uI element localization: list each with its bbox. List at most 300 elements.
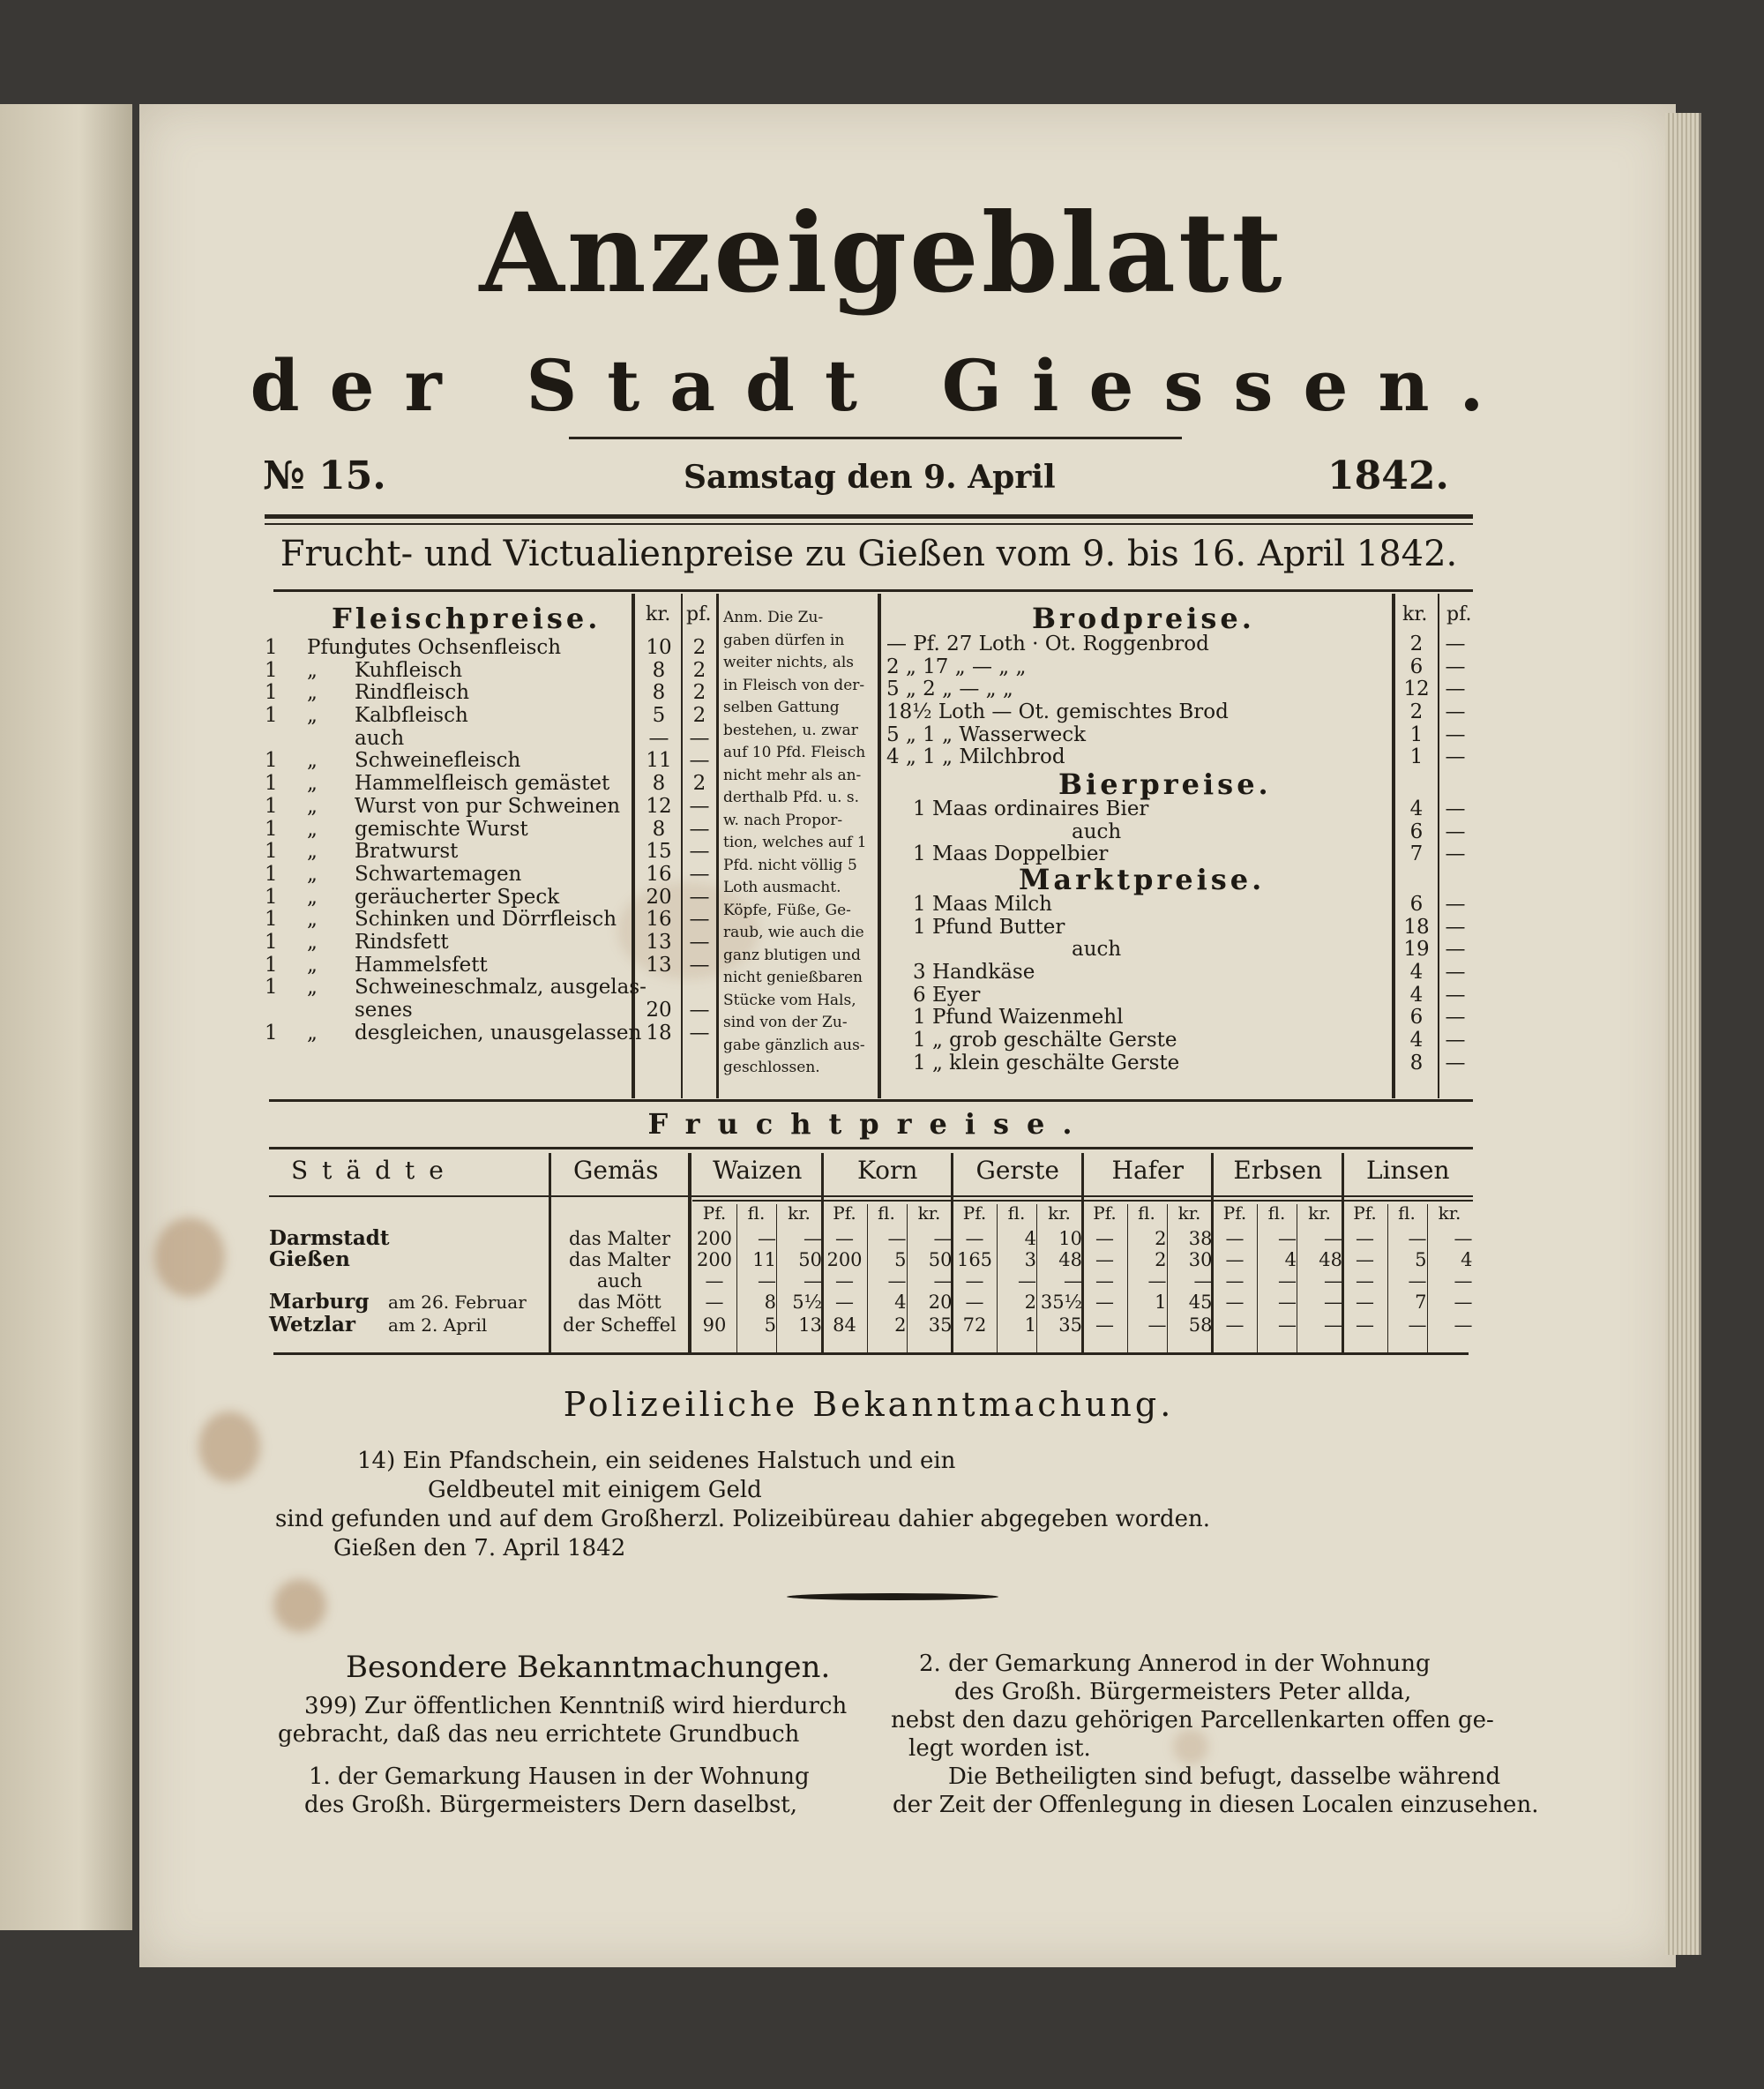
fleisch-unit: „ xyxy=(307,704,318,728)
bier-table xyxy=(913,798,1389,866)
frucht-value: — xyxy=(1095,1292,1114,1313)
frucht-value: — xyxy=(1324,1314,1342,1336)
fleisch-item: Schinken und Dörrfleisch xyxy=(355,908,617,932)
fleisch-note-line: Pfd. nicht völlig 5 xyxy=(723,856,857,874)
fleisch-pf: — xyxy=(689,909,710,932)
frucht-value: — xyxy=(1225,1314,1245,1336)
brod-row: 5 „ 1 „ Wasserweck xyxy=(886,723,1087,746)
besondere-left-1: 399) Zur öffentlichen Kenntniß wird hierdurch xyxy=(304,1693,848,1719)
markt-pf: — xyxy=(1445,984,1466,1007)
frucht-value: — xyxy=(1356,1249,1374,1270)
fleisch-note-line: raub, wie auch die xyxy=(723,924,864,941)
title-rule xyxy=(569,437,1182,439)
fleisch-note-line: Stücke vom Hals, xyxy=(723,991,856,1009)
fleisch-note-line: Köpfe, Füße, Ge- xyxy=(723,901,851,919)
frucht-value: — xyxy=(1454,1228,1473,1249)
fleisch-pf: — xyxy=(689,750,710,773)
brod-pf: — xyxy=(1445,655,1466,678)
bier-kr: 7 xyxy=(1409,843,1424,866)
frucht-staedte-header: Städte xyxy=(291,1156,458,1185)
frucht-value: — xyxy=(1095,1270,1114,1292)
fleisch-qty: 1 xyxy=(265,658,278,682)
frucht-value: 90 xyxy=(702,1314,727,1336)
fleisch-row xyxy=(265,682,628,705)
fleisch-item: Bratwurst xyxy=(355,840,459,864)
frucht-sub-header: fl. xyxy=(1398,1202,1416,1224)
fleisch-kr: 8 xyxy=(652,773,666,796)
frucht-value: — xyxy=(1095,1228,1114,1249)
frucht-value: — xyxy=(1278,1228,1297,1249)
fleisch-kr: 8 xyxy=(652,659,666,682)
fleisch-unit: „ xyxy=(307,681,318,705)
frucht-value: 2 xyxy=(894,1314,907,1336)
masthead-title: Anzeigeblatt xyxy=(479,190,1285,318)
fleisch-qty: 1 xyxy=(265,636,278,659)
frucht-value: 1 xyxy=(1024,1314,1036,1336)
frucht-value: — xyxy=(804,1270,822,1292)
frucht-value: — xyxy=(965,1228,984,1249)
markt-row: 6 Eyer xyxy=(913,984,981,1007)
bier-row: 1 Maas ordinaires Bier xyxy=(913,798,1149,820)
frucht-value: — xyxy=(1147,1314,1167,1336)
fleisch-unit: „ xyxy=(307,749,318,773)
fleisch-note-line: gabe gänzlich aus- xyxy=(723,1036,865,1054)
fleisch-unit: „ xyxy=(307,908,318,932)
brod-kr: 1 xyxy=(1409,723,1424,746)
frucht-value: 8 xyxy=(764,1292,776,1313)
frucht-city: Gießen xyxy=(269,1247,350,1271)
fleisch-qty: 1 xyxy=(265,704,278,728)
frucht-value: 30 xyxy=(1188,1249,1213,1270)
markt-title: Marktpreise. xyxy=(1019,863,1266,896)
frucht-value: — xyxy=(1408,1314,1427,1336)
markt-pf: — xyxy=(1445,1030,1466,1052)
bier-pf-column xyxy=(1439,798,1471,866)
fleisch-title: Fleischpreise. xyxy=(332,602,602,635)
fleisch-note-line: tion, welches auf 1 xyxy=(723,834,867,851)
fleisch-row xyxy=(265,819,628,842)
fleisch-unit: Pfund xyxy=(307,636,368,659)
brod-table xyxy=(886,633,1389,769)
frucht-value: 48 xyxy=(1058,1249,1082,1270)
bier-kr: 4 xyxy=(1409,798,1424,820)
fleisch-qty: 1 xyxy=(265,794,278,818)
fleisch-qty: 1 xyxy=(265,885,278,909)
fleisch-item: Schwartemagen xyxy=(355,862,522,886)
polizei-line-3: sind gefunden und auf dem Großherzl. Polizeibüreau dahier abgegeben worden. xyxy=(275,1506,1211,1532)
frucht-value: 11 xyxy=(752,1249,776,1270)
fleisch-row xyxy=(265,660,628,683)
brod-pf: — xyxy=(1445,678,1466,701)
frucht-value: 35 xyxy=(1058,1314,1082,1336)
markt-row: auch xyxy=(1072,939,1122,962)
frucht-value: 50 xyxy=(928,1249,953,1270)
brod-row: 2 „ 17 „ — „ „ xyxy=(886,655,1027,678)
fleisch-kr: 13 xyxy=(646,931,672,954)
frucht-value: 5 xyxy=(764,1314,776,1336)
frucht-value: — xyxy=(1095,1249,1114,1270)
bier-row: auch xyxy=(1072,820,1122,843)
fleisch-unit: „ xyxy=(307,953,318,977)
fleisch-kr: 16 xyxy=(646,863,672,886)
brod-pf: — xyxy=(1445,746,1466,769)
fleisch-qty: 1 xyxy=(265,1021,278,1044)
frucht-value: 48 xyxy=(1319,1249,1342,1270)
fleisch-kr: 10 xyxy=(646,637,672,659)
fleisch-note xyxy=(723,607,875,1080)
frucht-value: 35½ xyxy=(1040,1292,1082,1313)
fleisch-item: Schweinefleisch xyxy=(355,749,521,773)
frucht-sub-header: fl. xyxy=(1138,1202,1155,1224)
frucht-value: 4 xyxy=(1461,1249,1473,1270)
brod-pf-column xyxy=(1439,633,1471,769)
fleisch-kr: 13 xyxy=(646,954,672,977)
fleisch-item: Wurst von pur Schweinen xyxy=(355,794,621,818)
frucht-value: — xyxy=(933,1270,953,1292)
bier-pf: — xyxy=(1445,798,1466,820)
frucht-value: — xyxy=(1408,1270,1427,1292)
frucht-value: — xyxy=(1225,1292,1245,1313)
fleisch-pf: — xyxy=(689,863,710,886)
headline-rule xyxy=(273,589,1473,592)
frucht-sub-header: fl. xyxy=(1007,1202,1026,1224)
frucht-value: 4 xyxy=(1024,1228,1036,1249)
brod-kr: 2 xyxy=(1409,701,1424,724)
markt-kr: 8 xyxy=(1409,1052,1424,1074)
frucht-measure: der Scheffel xyxy=(563,1314,676,1336)
frucht-measure: das Malter xyxy=(568,1249,671,1270)
markt-row: 1 Maas Milch xyxy=(913,894,1052,916)
brod-kr: 1 xyxy=(1409,746,1424,769)
fleisch-pf: 2 xyxy=(692,682,706,705)
fleisch-qty: 1 xyxy=(265,862,278,886)
stain xyxy=(1173,1729,1208,1764)
bier-kr-column xyxy=(1395,798,1438,866)
tables-bottom-rule xyxy=(269,1099,1473,1102)
frucht-value: 200 xyxy=(826,1249,863,1270)
besondere-left-4: des Großh. Bürgermeisters Dern daselbst, xyxy=(304,1792,797,1818)
frucht-value: — xyxy=(1324,1292,1342,1313)
frucht-grain-header: Hafer xyxy=(1111,1156,1184,1185)
brod-row: 4 „ 1 „ Milchbrod xyxy=(886,746,1065,769)
brod-pf: — xyxy=(1445,701,1466,724)
frucht-value: — xyxy=(887,1228,907,1249)
brod-kr: 6 xyxy=(1409,655,1424,678)
frucht-value: 20 xyxy=(928,1292,953,1313)
frucht-value: — xyxy=(887,1270,907,1292)
fleisch-kr: 5 xyxy=(652,705,666,728)
frucht-value: 1 xyxy=(1155,1292,1167,1313)
frucht-value: 72 xyxy=(962,1314,987,1336)
fleisch-note-line: bestehen, u. zwar xyxy=(723,721,858,739)
frucht-sub-header: Pf. xyxy=(833,1202,856,1224)
frucht-value: — xyxy=(1225,1228,1245,1249)
frucht-value: 50 xyxy=(798,1249,822,1270)
markt-row: 3 Handkäse xyxy=(913,962,1035,985)
fleisch-item: Schweineschmalz, ausgelas- xyxy=(355,976,647,1000)
fleisch-note-line: weiter nichts, als xyxy=(723,654,854,671)
masthead-subtitle: der Stadt Giessen. xyxy=(250,344,1514,427)
frucht-measure: das Malter xyxy=(568,1228,671,1249)
fleisch-kr: 20 xyxy=(646,1000,672,1022)
fleisch-row xyxy=(265,705,628,728)
fleisch-note-line: w. nach Propor- xyxy=(723,811,843,829)
fleisch-pf: 2 xyxy=(692,637,706,659)
frucht-value: 165 xyxy=(956,1249,993,1270)
fleisch-note-line: nicht genießbaren xyxy=(723,969,863,986)
frucht-value: 84 xyxy=(833,1314,856,1336)
issue-year: 1842. xyxy=(1327,453,1449,498)
fleisch-kr: 15 xyxy=(646,841,672,864)
frucht-sub-header: kr. xyxy=(1048,1202,1071,1224)
frucht-value: 2 xyxy=(1155,1228,1167,1249)
fleisch-row xyxy=(265,887,628,910)
fleisch-item: geräucherter Speck xyxy=(355,885,560,909)
frucht-value: — xyxy=(1225,1249,1245,1270)
markt-kr-column xyxy=(1395,894,1438,1075)
fleisch-row xyxy=(265,976,647,1000)
frucht-value: — xyxy=(1454,1292,1473,1313)
fleisch-kr-header: kr. xyxy=(646,603,671,625)
divider xyxy=(878,594,881,1098)
frucht-value: — xyxy=(1064,1270,1082,1292)
frucht-sub-header: Pf. xyxy=(702,1202,727,1224)
frucht-value: 2 xyxy=(1155,1249,1167,1270)
frucht-value: — xyxy=(1408,1228,1427,1249)
frucht-value: — xyxy=(1454,1314,1473,1336)
markt-row: 1 Pfund Butter xyxy=(913,916,1065,939)
frucht-gemaess-header: Gemäs xyxy=(573,1156,659,1185)
markt-row: 1 Pfund Waizenmehl xyxy=(913,1007,1124,1030)
fleisch-item: Kuhfleisch xyxy=(355,658,463,682)
frucht-grain-header: Waizen xyxy=(713,1156,803,1185)
frucht-value: — xyxy=(1356,1228,1374,1249)
fleisch-unit: „ xyxy=(307,1021,318,1044)
fleisch-item: desgleichen, unausgelassen xyxy=(355,1021,642,1044)
fleisch-unit: „ xyxy=(307,658,318,682)
fleisch-note-line: derthalb Pfd. u. s. xyxy=(723,789,860,806)
frucht-bottom-rule xyxy=(273,1352,1469,1355)
divider xyxy=(688,1153,691,1354)
frucht-value: 45 xyxy=(1188,1292,1213,1313)
fleisch-unit: „ xyxy=(307,817,318,841)
fleisch-unit: „ xyxy=(307,772,318,796)
fleisch-note-line: sind von der Zu- xyxy=(723,1014,848,1031)
frucht-value: 38 xyxy=(1188,1228,1213,1249)
frucht-value: 13 xyxy=(798,1314,822,1336)
frucht-sub-header: kr. xyxy=(1177,1202,1201,1224)
fleisch-row xyxy=(265,637,628,660)
markt-row: 1 „ klein geschälte Gerste xyxy=(913,1052,1180,1074)
frucht-value: 200 xyxy=(696,1249,733,1270)
frucht-value: — xyxy=(705,1292,724,1313)
fleisch-pf: — xyxy=(689,954,710,977)
besondere-right-6: der Zeit der Offenlegung in diesen Localen einzusehen. xyxy=(893,1792,1539,1818)
frucht-sub-header: Pf. xyxy=(1222,1202,1247,1224)
fleisch-row xyxy=(265,955,628,977)
frucht-sub-header: Pf. xyxy=(962,1202,987,1224)
frucht-value: — xyxy=(965,1270,984,1292)
brod-kr: 2 xyxy=(1409,633,1424,655)
fleisch-unit: „ xyxy=(307,885,318,909)
besondere-title: Besondere Bekanntmachungen. xyxy=(346,1650,831,1685)
fleisch-pf: — xyxy=(689,1000,710,1022)
fleisch-qty: 1 xyxy=(265,930,278,954)
frucht-sub-header: Pf. xyxy=(1353,1202,1377,1224)
fleisch-unit: „ xyxy=(307,862,318,886)
fleisch-note-line: auf 10 Pfd. Fleisch xyxy=(723,744,866,761)
markt-kr: 4 xyxy=(1409,1030,1424,1052)
besondere-left-3: 1. der Gemarkung Hausen in der Wohnung xyxy=(309,1763,810,1790)
fleisch-kr-column xyxy=(637,637,681,1044)
brod-pf: — xyxy=(1445,723,1466,746)
frucht-value: — xyxy=(1278,1270,1297,1292)
fleisch-row xyxy=(265,796,628,819)
frucht-header-rule xyxy=(269,1195,1473,1197)
frucht-value: — xyxy=(1193,1270,1213,1292)
frucht-value: — xyxy=(835,1228,854,1249)
besondere-right-1: 2. der Gemarkung Annerod in der Wohnung xyxy=(919,1651,1431,1677)
polizei-title: Polizeiliche Bekanntmachung. xyxy=(563,1385,1175,1424)
stain xyxy=(154,1217,225,1297)
besondere-right-3: nebst den dazu gehörigen Parcellenkarten offen ge- xyxy=(891,1707,1494,1733)
issue-date: Samstag den 9. April xyxy=(684,459,1056,496)
fleisch-item: Rindfleisch xyxy=(355,681,470,705)
frucht-value: — xyxy=(1324,1270,1342,1292)
markt-pf: — xyxy=(1445,939,1466,962)
markt-kr: 6 xyxy=(1409,1007,1424,1030)
fleisch-pf xyxy=(684,977,715,1000)
fleisch-qty: 1 xyxy=(265,840,278,864)
fleisch-note-line: gaben dürfen in xyxy=(723,631,845,649)
frucht-grain-header: Gerste xyxy=(975,1156,1059,1185)
fleisch-qty: 1 xyxy=(265,953,278,977)
frucht-top-rule xyxy=(269,1147,1473,1149)
frucht-value: 5½ xyxy=(792,1292,822,1313)
frucht-value: — xyxy=(758,1228,776,1249)
frucht-sub-header: kr. xyxy=(1308,1202,1331,1224)
fleisch-row xyxy=(265,841,628,864)
markt-kr: 4 xyxy=(1409,984,1424,1007)
fleisch-item: Rindsfett xyxy=(355,930,449,954)
frucht-value: 5 xyxy=(894,1249,907,1270)
fleisch-row xyxy=(265,1000,628,1022)
frucht-value: — xyxy=(1454,1270,1473,1292)
fleisch-pf: — xyxy=(689,795,710,818)
markt-kr: 18 xyxy=(1403,916,1430,939)
frucht-value: — xyxy=(933,1228,953,1249)
frucht-grain-header: Erbsen xyxy=(1233,1156,1323,1185)
fleisch-pf: 2 xyxy=(692,705,706,728)
fleisch-note-line: Loth ausmacht. xyxy=(723,879,841,896)
fleisch-qty: 1 xyxy=(265,772,278,796)
fleisch-item: auch xyxy=(355,726,405,750)
frucht-value: — xyxy=(1095,1314,1114,1336)
markt-pf: — xyxy=(1445,1007,1466,1030)
fleisch-pf: — xyxy=(689,841,710,864)
fleisch-note-line: in Fleisch von der- xyxy=(723,676,865,694)
markt-kr: 6 xyxy=(1409,894,1424,916)
frucht-value: — xyxy=(1147,1270,1167,1292)
fleisch-qty: 1 xyxy=(265,908,278,932)
fleisch-item: gemischte Wurst xyxy=(355,817,528,841)
frucht-value: — xyxy=(758,1270,776,1292)
brod-kr-column xyxy=(1395,633,1438,769)
fleisch-row xyxy=(265,932,628,955)
fleisch-note-line: selben Gattung xyxy=(723,699,840,716)
fleisch-row xyxy=(265,728,628,751)
fleisch-row xyxy=(265,1021,642,1045)
frucht-grain-header: Linsen xyxy=(1365,1156,1450,1185)
markt-pf: — xyxy=(1445,894,1466,916)
besondere-right-5: Die Betheiligten sind befugt, dasselbe während xyxy=(948,1763,1501,1790)
markt-kr: 4 xyxy=(1409,962,1424,985)
frucht-city-date: am 26. Februar xyxy=(388,1292,527,1313)
fleisch-item: Hammelfleisch gemästet xyxy=(355,772,610,796)
fleisch-pf-column xyxy=(684,637,715,1044)
frucht-value: 7 xyxy=(1415,1292,1427,1313)
frucht-value: 4 xyxy=(1284,1249,1297,1270)
polizei-line-2: Geldbeutel mit einigem Geld xyxy=(428,1477,762,1503)
brod-pf-header: pf. xyxy=(1446,603,1472,625)
frucht-value: — xyxy=(1356,1270,1374,1292)
fleisch-kr: 8 xyxy=(652,818,666,841)
fleisch-pf: — xyxy=(689,931,710,954)
masthead-rule xyxy=(265,514,1473,519)
frucht-value: — xyxy=(1225,1270,1245,1292)
frucht-value: 35 xyxy=(928,1314,953,1336)
fleisch-row xyxy=(265,750,628,773)
fleisch-qty: 1 xyxy=(265,749,278,773)
besondere-right-2: des Großh. Bürgermeisters Peter allda, xyxy=(954,1679,1412,1705)
frucht-sub-header: Pf. xyxy=(1093,1202,1117,1224)
divider xyxy=(716,594,719,1098)
brod-title: Brodpreise. xyxy=(1032,602,1255,635)
brod-row: 5 „ 2 „ — „ „ xyxy=(886,678,1013,701)
bier-kr: 6 xyxy=(1409,820,1424,843)
fleisch-item: gutes Ochsenfleisch xyxy=(355,636,562,659)
bier-title: Bierpreise. xyxy=(1058,767,1272,801)
fleisch-note-line: Anm. Die Zu- xyxy=(723,609,824,626)
frucht-value: — xyxy=(1356,1314,1374,1336)
frucht-value: 58 xyxy=(1188,1314,1213,1336)
frucht-sub-header: kr. xyxy=(917,1202,941,1224)
bier-row: 1 Maas Doppelbier xyxy=(913,843,1109,866)
markt-pf: — xyxy=(1445,916,1466,939)
fleisch-unit: „ xyxy=(307,930,318,954)
fleisch-qty: 1 xyxy=(265,976,278,1000)
markt-pf: — xyxy=(1445,1052,1466,1074)
frucht-value: — xyxy=(1356,1292,1374,1313)
markt-pf-column xyxy=(1439,894,1471,1075)
frucht-value: — xyxy=(1324,1228,1342,1249)
fleisch-qty: 1 xyxy=(265,681,278,705)
frucht-title: Fruchtpreise. xyxy=(647,1107,1090,1141)
fleisch-pf: — xyxy=(689,1022,710,1044)
fleisch-item: senes xyxy=(355,999,413,1022)
bier-pf: — xyxy=(1445,820,1466,843)
polizei-line-4: Gießen den 7. April 1842 xyxy=(333,1535,626,1561)
frucht-value: 2 xyxy=(1024,1292,1036,1313)
fleisch-kr: 16 xyxy=(646,909,672,932)
issue-number: № 15. xyxy=(263,453,386,498)
frucht-sub-header: fl. xyxy=(747,1202,766,1224)
brod-kr-header: kr. xyxy=(1402,603,1428,625)
fleisch-kr: 11 xyxy=(646,750,672,773)
frucht-value: — xyxy=(1018,1270,1036,1292)
fleisch-note-line: geschlossen. xyxy=(723,1059,820,1076)
fleisch-pf: 2 xyxy=(692,659,706,682)
